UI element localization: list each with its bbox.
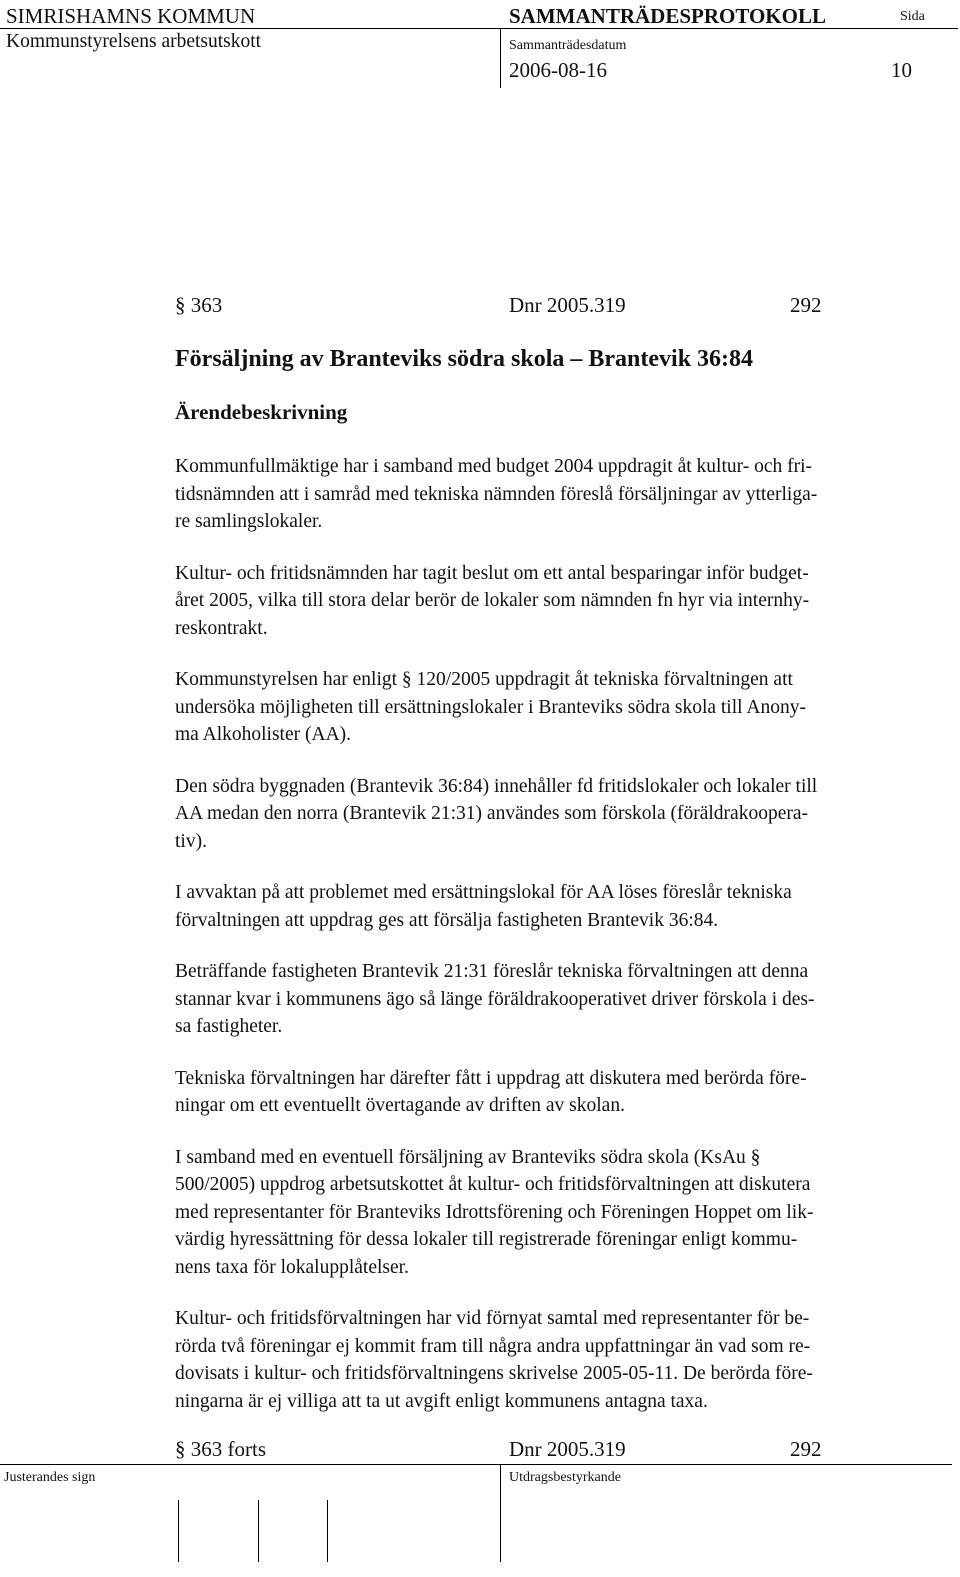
paragraph-line: Tekniska förvaltningen har därefter fått i uppdrag att diskutera med berörda före- bbox=[175, 1067, 807, 1089]
continuation-row bbox=[175, 1437, 830, 1465]
body-text bbox=[175, 453, 935, 1439]
body-paragraph bbox=[175, 453, 935, 536]
paragraph-line: ma Alkoholister (AA). bbox=[175, 724, 352, 745]
paragraph-line: året 2005, vilka till stora delar berör de lokaler som nämnden fn hyr via internhy- bbox=[175, 590, 810, 611]
paragraph-line: värdig hyressättning för dessa lokaler till registrerade föreningar enligt kommu- bbox=[175, 1229, 798, 1250]
header-divider bbox=[0, 28, 958, 29]
paragraph-line: rörda två föreningar ej kommit fram till några andra uppfattningar än vad som re- bbox=[175, 1335, 811, 1357]
signature-box-line-1 bbox=[178, 1500, 179, 1562]
committee-name: Kommunstyrelsens arbetsutskott bbox=[6, 31, 262, 52]
signature-box-line-2 bbox=[258, 1500, 259, 1562]
section-row bbox=[175, 293, 830, 321]
case-code: 292 bbox=[790, 293, 822, 317]
footer-column-divider bbox=[500, 1464, 501, 1562]
paragraph-line: AA medan den norra (Brantevik 21:31) användes som förskola (föräldrakoopera- bbox=[175, 803, 808, 824]
page-number: 10 bbox=[891, 58, 912, 82]
utdragsbestyrkande-label: Utdragsbestyrkande bbox=[509, 1470, 621, 1485]
body-paragraph bbox=[175, 958, 935, 1041]
paragraph-line: sa fastigheter. bbox=[175, 1016, 283, 1037]
diary-number: Dnr 2005.319 bbox=[509, 293, 626, 317]
paragraph-line: Kultur- och fritidsförvaltningen har vid förnyat samtal med representanter för be- bbox=[175, 1308, 810, 1329]
signature-box-line-3 bbox=[327, 1500, 328, 1562]
page-label: Sida bbox=[900, 9, 925, 24]
paragraph-line: nens taxa för lokalupplåtelser. bbox=[175, 1256, 409, 1278]
subheading: Ärendebeskrivning bbox=[175, 400, 348, 424]
paragraph-line: Kommunstyrelsen har enligt § 120/2005 uppdragit åt tekniska förvaltningen att bbox=[175, 669, 793, 690]
paragraph-line: undersöka möjligheten till ersättningslokaler i Branteviks södra skola till Anony- bbox=[175, 696, 806, 718]
paragraph-line: re samlingslokaler. bbox=[175, 511, 323, 532]
paragraph-line: tiv). bbox=[175, 830, 207, 852]
justerandes-sign-label: Justerandes sign bbox=[4, 1470, 96, 1485]
header-column-divider bbox=[500, 28, 501, 88]
paragraph-line: Beträffande fastigheten Brantevik 21:31 föreslår tekniska förvaltningen att denna bbox=[175, 961, 809, 982]
body-paragraph bbox=[175, 879, 935, 934]
footer-divider bbox=[0, 1464, 952, 1465]
paragraph-line: I samband med en eventuell försäljning av Branteviks södra skola (KsAu § bbox=[175, 1146, 761, 1168]
paragraph-line: Den södra byggnaden (Brantevik 36:84) innehåller fd fritidslokaler och lokaler till bbox=[175, 775, 818, 797]
body-paragraph bbox=[175, 560, 935, 643]
paragraph-line: tidsnämnden att i samråd med tekniska nämnden föreslå försäljningar av ytterliga- bbox=[175, 483, 818, 505]
paragraph-line: reskontrakt. bbox=[175, 617, 268, 639]
body-paragraph bbox=[175, 773, 935, 856]
page-title: Försäljning av Branteviks södra skola – Brantevik 36:84 bbox=[175, 346, 754, 372]
paragraph-line: med representanter för Branteviks Idrottsförening och Föreningen Hoppet om lik- bbox=[175, 1201, 814, 1223]
body-paragraph bbox=[175, 1065, 935, 1120]
paragraph-line: I avvaktan på att problemet med ersättningslokal för AA löses föreslår tekniska bbox=[175, 882, 792, 903]
paragraph-line: ningar om ett eventuellt övertagande av driften av skolan. bbox=[175, 1095, 625, 1116]
paragraph-line: 500/2005) uppdrog arbetsutskottet åt kultur- och fritidsförvaltningen att diskutera bbox=[175, 1174, 811, 1195]
municipality-name: SIMRISHAMNS KOMMUN bbox=[6, 4, 256, 28]
paragraph-line: förvaltningen att uppdrag ges att försälja fastigheten Brantevik 36:84. bbox=[175, 909, 719, 931]
section-number: § 363 bbox=[175, 293, 223, 317]
meeting-date-label: Sammanträdesdatum bbox=[509, 38, 627, 53]
paragraph-line: dovisats i kultur- och fritidsförvaltningens skrivelse 2005-05-11. De berörda före- bbox=[175, 1363, 813, 1384]
body-paragraph bbox=[175, 666, 935, 749]
body-paragraph bbox=[175, 1144, 935, 1282]
continuation-code: 292 bbox=[790, 1437, 822, 1461]
continuation-diary-number: Dnr 2005.319 bbox=[509, 1437, 626, 1461]
document-type: SAMMANTRÄDESPROTOKOLL bbox=[509, 4, 826, 28]
continuation-section: § 363 forts bbox=[175, 1437, 266, 1461]
paragraph-line: ningarna är ej villiga att ta ut avgift enligt kommunens antagna taxa. bbox=[175, 1390, 708, 1412]
paragraph-line: stannar kvar i kommunens ägo så länge föräldrakooperativet driver förskola i des- bbox=[175, 988, 815, 1010]
meeting-date: 2006-08-16 bbox=[509, 58, 607, 82]
body-paragraph bbox=[175, 1305, 935, 1415]
paragraph-line: Kommunfullmäktige har i samband med budget 2004 uppdragit åt kultur- och fri- bbox=[175, 456, 813, 477]
paragraph-line: Kultur- och fritidsnämnden har tagit beslut om ett antal besparingar inför budget- bbox=[175, 562, 809, 584]
